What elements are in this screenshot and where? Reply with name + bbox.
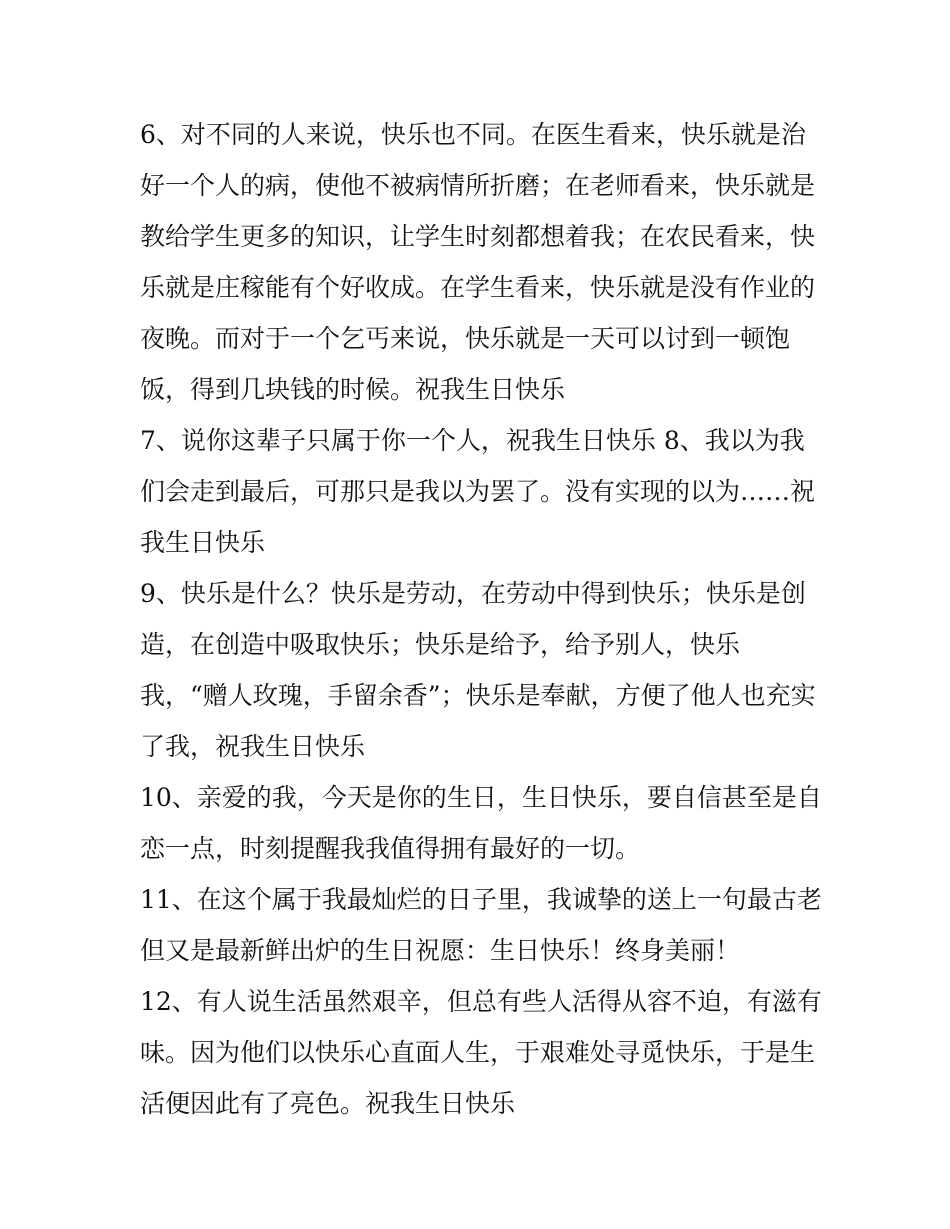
text-line: 们会走到最后，可那只是我以为罢了。没有实现的以为……祝 — [140, 477, 816, 506]
text-line: 6、对不同的人来说，快乐也不同。在医生看来，快乐就是治 — [140, 120, 806, 149]
text-line: 10、亲爱的我，今天是你的生日，生日快乐，要自信甚至是自 — [140, 783, 822, 812]
text-line: 好一个人的病，使他不被病情所折磨；在老师看来，快乐就是 — [140, 171, 816, 200]
text-line: 造，在创造中吸取快乐；快乐是给予，给予别人，快乐 — [140, 630, 741, 659]
text-line: 恋一点，时刻提醒我我值得拥有最好的一切。 — [140, 834, 641, 863]
text-line: 夜晚。而对于一个乞丐来说，快乐就是一天可以讨到一顿饱 — [140, 324, 791, 353]
text-line: 教给学生更多的知识，让学生时刻都想着我；在农民看来，快 — [140, 222, 816, 251]
text-line: 7、说你这辈子只属于你一个人，祝我生日快乐 8、我以为我 — [140, 426, 805, 455]
text-line: 味。因为他们以快乐心直面人生，于艰难处寻觅快乐，于是生 — [140, 1038, 816, 1067]
text-line: 11、在这个属于我最灿烂的日子里，我诚挚的送上一句最古老 — [140, 885, 822, 914]
text-line: 9、快乐是什么？快乐是劳动，在劳动中得到快乐；快乐是创 — [140, 579, 806, 608]
text-line: 饭，得到几块钱的时候。祝我生日快乐 — [140, 375, 566, 404]
text-line: 乐就是庄稼能有个好收成。在学生看来，快乐就是没有作业的 — [140, 273, 816, 302]
text-line: 我，“赠人玫瑰，手留余香”；快乐是奉献，方便了他人也充实 — [140, 681, 816, 710]
text-line: 我生日快乐 — [140, 528, 266, 557]
text-line: 12、有人说生活虽然艰辛，但总有些人活得从容不迫，有滋有 — [140, 987, 822, 1016]
text-line: 活便因此有了亮色。祝我生日快乐 — [140, 1089, 516, 1118]
text-line: 但又是最新鲜出炉的生日祝愿：生日快乐！终身美丽！ — [140, 936, 741, 965]
text-line: 了我，祝我生日快乐 — [140, 732, 366, 761]
